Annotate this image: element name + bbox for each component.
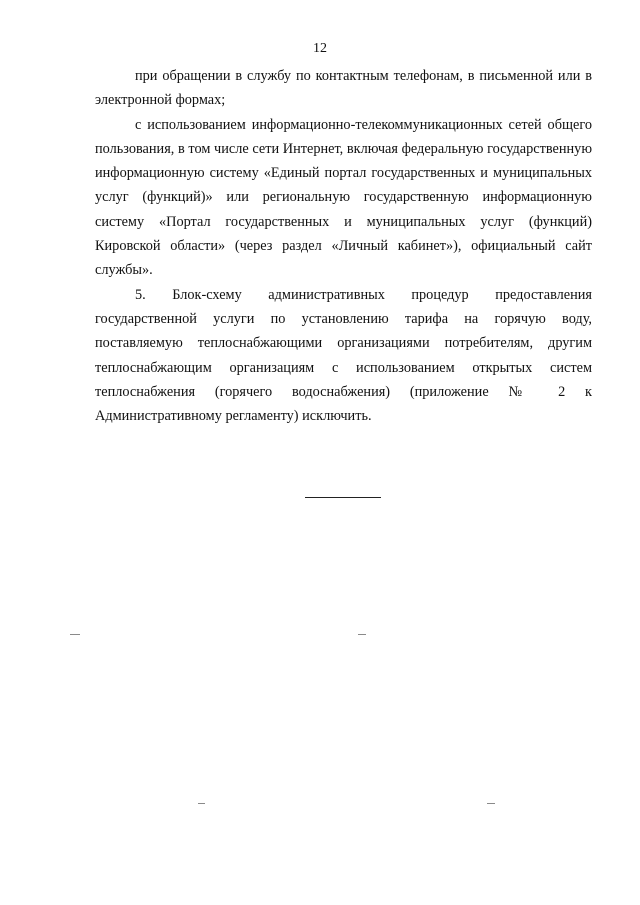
scan-speck <box>487 803 495 804</box>
scan-speck <box>358 634 366 635</box>
end-of-text-rule <box>305 497 381 498</box>
scan-speck <box>198 803 205 804</box>
document-body <box>95 64 592 428</box>
paragraph-contact-methods: при обращении в службу по контактным телефонам, в письменной или в электронной формах; <box>95 68 592 109</box>
page-number: 12 <box>313 41 327 56</box>
scan-speck <box>70 634 80 635</box>
paragraph-block-diagram-removal: 5. Блок-схему административных процедур предоставления государственной услуги по установлению тарифа на горячую воду, поставляемую теплоснабжающими организациями потребителям, другим теплоснабжающим организациям с использованием открытых систем теплоснабжения (горячего водоснабжения) (приложение № 2 к Административному регламенту) исключить. <box>95 286 592 425</box>
paragraph-internet-methods: с использованием информационно-телекоммуникационных сетей общего пользования, в том числе сети Интернет, включая федеральную государственную информационную систему «Единый портал государственных и муниципальных услуг (функций)» или региональную государственную информационную систему «Портал государственных и муниципальных услуг (функций) Кировской области» (через раздел «Личный кабинет»), официальный сайт службы». <box>95 116 592 279</box>
